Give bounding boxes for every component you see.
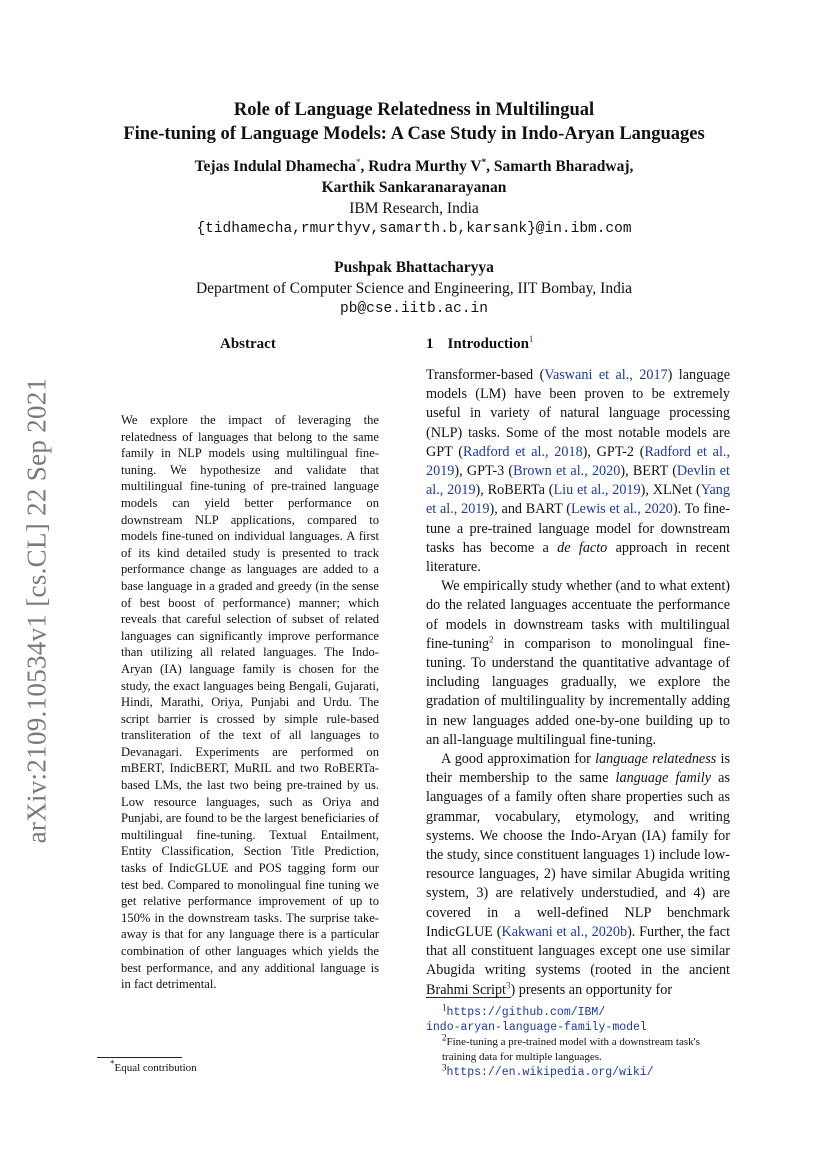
footnote-1: $^1$https://github.com/IBM/ [442,1002,606,1019]
abstract-text: We explore the impact of leveraging the relatedness of languages that belong to the same family in NLP models using multilingual fine-tuning. We hypothesize and validate that multilingual fine-tuning of pre-trained language models can yield better performance on downstream NLP applications, compared to models fine-tuned on individual languages. A first of its kind detailed study is presented to track performance change as languages are added to a base language in a graded and greedy (in the sense of best boost of performance) manner; which reveals that careful selection of subset of related languages can significantly improve performance than utilizing all related languages. The Indo-Aryan (IA) language family is chosen for the study, the exact languages being Bengali, Gujarati, Hindi, Marathi, Oriya, Punjabi and Urdu. The script barrier is crossed by simple rule-based transliteration of the text of all languages to Devanagari. Experiments are performed on mBERT, IndicBERT, MuRIL and two RoBERTa-based LMs, the last two being pre-trained by us. Low resource languages, such as Oriya and Punjabi, are found to be the largest beneficiaries of multilingual fine-tuning. Textual Entailment, Entity Classification, Section Title Prediction, tasks of IndicGLUE and POS tagging form our test bed. Compared to monolingual fine tuning we get relative performance improvement of up to 150% in the downstream tasks. The surprise take-away is that for any language there is a particular combination of other languages which yields the best performance, and any additional language is in fact detrimental. [121,413,379,992]
citation-link[interactable]: Yang et al., 2019 [426,482,730,518]
arxiv-stamp-text: arXiv:2109.10534v1 [cs.CL] 22 Sep 2021 [21,377,52,843]
author-3: , Samarth Bharadwaj, [486,158,634,175]
title-line-1: Role of Language Relatedness in Multilingual [233,100,595,120]
footnote-2: $^2$Fine-tuning a pre-trained model with a downstream task's training data for multiple languages. [442,1032,700,1063]
footnotes-right [426,1002,730,1080]
equal-contribution-mark: * [481,156,487,167]
footnote-1-link[interactable]: https://github.com/IBM/ [446,1006,606,1019]
citation-link[interactable]: Vaswani et al., 2017 [544,367,668,383]
author-list [0,156,828,198]
paper-header [0,98,828,320]
arxiv-stamp [12,360,62,860]
intro-paragraph-3: A good approximation for language relatedness is their membership to the same language family as languages of a family often share properties such as grammar, vocabulary, etymology, and writing systems. We choose the Indo-Aryan (IA) family for the study, since constituent languages 1) include low-resource languages, 2) have similar Abugida writing system, 3) are relatively understudied, and 4) are covered in a well-defined NLP benchmark IndicGLUE (Kakwani et al., 2020b). Further, the fact that all constituent languages except one use similar Abugida writing systems (rooted in the ancient Brahmi Script$^3$) presents an opportunity for [426,751,731,998]
author-2: , Rudra Murthy V [360,158,482,175]
intro-heading [426,336,533,353]
footnote-3-link[interactable]: https://en.wikipedia.org/wiki/ [446,1066,654,1079]
footnote-1-cont [426,1020,730,1035]
affiliation-iitb: Department of Computer Science and Engineering, IIT Bombay, India [195,280,633,297]
author-4: Karthik Sankaranarayanan [321,179,507,196]
author-1: Tejas Indulal Dhamecha [194,158,356,175]
intro-paragraph-2: We empirically study whether (and to what extent) do the related languages accentuate the performance of models in downstream tasks with multilingual fine-tuning$^2$ in comparison to monolingual fine-tuning. To understand the quantitative advantage of including languages gradually, we explore the gradation of multilinguality by incrementally adding in new languages added one-by-one building up to an all-language multilingual fine-tuning. [426,578,730,748]
citation-link[interactable]: Radford et al., 2019 [426,443,731,480]
affiliation-ibm: IBM Research, India [349,200,479,217]
citation-link[interactable]: Radford et al., 2018 [463,443,583,460]
citation-link[interactable]: Liu et al., 2019 [553,482,641,499]
paper-title [0,98,828,146]
abstract-heading: Abstract [220,336,276,352]
footnote-ref-2[interactable]: 2 [489,634,494,645]
section-title: Introduction [447,336,529,352]
citation-link[interactable]: Lewis et al., 2020 [570,501,673,518]
citation-link[interactable]: Brown et al., 2020 [513,463,621,480]
title-line-2: Fine-tuning of Language Models: A Case Study in Indo-Aryan Languages [123,124,705,144]
footnote-1-link-cont[interactable]: indo-aryan-language-family-model [426,1021,647,1034]
footnote-rule [426,997,511,998]
footnote-equal-contribution: *Equal contribution [110,1058,197,1074]
intro-body [426,366,730,1000]
citation-link[interactable]: Kakwani et al., 2020b [501,923,628,940]
citation-link[interactable]: Devlin et al., 2019 [426,463,730,499]
author-5: Pushpak Bhattacharyya [334,259,494,276]
footnote-ref-3[interactable]: 3 [506,979,511,990]
footnote-3: $^3$https://en.wikipedia.org/wiki/ [442,1062,654,1079]
section-number: 1 [426,336,434,352]
equal-contribution-mark[interactable]: * [355,156,361,167]
intro-paragraph-1: Transformer-based (Vaswani et al., 2017) language models (LM) have been proven to be extremely useful in variety of natural language processing (NLP) tasks. Some of the most notable models are GPT (Radford et al., 2018), GPT-2 (Radford et al., 2019), GPT-3 (Brown et al., 2020), BERT (Devlin et al., 2019), RoBERTa (Liu et al., 2019), XLNet (Yang et al., 2019), and BART (Lewis et al., 2020). To fine-tune a pre-trained language model for downstream tasks has become a de facto approach in recent literature. [426,367,731,576]
email-iitb: pb@cse.iitb.ac.in [340,301,488,317]
email-ibm: {tidhamecha,rmurthyv,samarth.b,karsank}@in.ibm.com [196,221,632,237]
footnote-ref-1[interactable]: 1 [528,334,534,344]
